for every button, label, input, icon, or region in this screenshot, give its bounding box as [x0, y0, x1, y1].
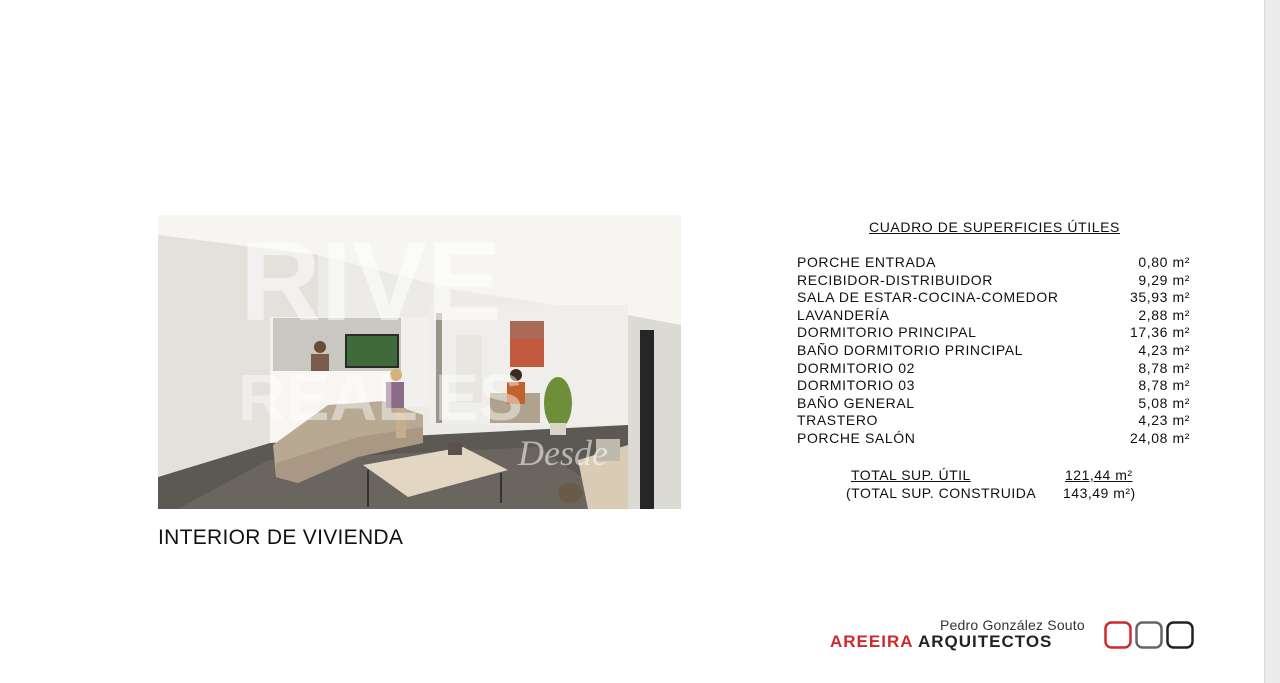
table-row	[797, 307, 1190, 325]
surface-table-title: CUADRO DE SUPERFICIES ÚTILES	[869, 219, 1120, 235]
total-useful-label: TOTAL SUP. ÚTIL	[851, 467, 971, 483]
total-built-label: (TOTAL SUP. CONSTRUIDA	[846, 485, 1037, 501]
total-built-row	[846, 484, 1146, 502]
row-label: BAÑO DORMITORIO PRINCIPAL	[797, 341, 1024, 358]
total-useful-row	[846, 466, 1146, 484]
row-value: 35,93 m²	[1129, 289, 1190, 306]
surface-totals	[846, 466, 1146, 502]
row-value: 4,23 m²	[1138, 412, 1190, 429]
surface-table	[797, 254, 1190, 448]
row-label: DORMITORIO 03	[797, 377, 916, 394]
row-label: DORMITORIO 02	[797, 359, 916, 376]
total-built-value: 143,49 m²)	[1063, 485, 1136, 501]
watermark-script: Desde	[518, 433, 608, 473]
row-value: 24,08 m²	[1129, 429, 1190, 446]
total-useful-value: 121,44 m²	[1065, 467, 1133, 483]
table-row	[797, 289, 1190, 307]
page-edge	[1264, 0, 1280, 683]
watermark-subtext: REAL ES	[238, 360, 523, 434]
row-label: BAÑO GENERAL	[797, 394, 915, 411]
row-label: RECIBIDOR-DISTRIBUIDOR	[797, 271, 993, 288]
logo-firm-dark: ARQUITECTOS	[917, 632, 1053, 651]
logo-firm-red: AREEIRA	[830, 632, 913, 651]
row-value: 8,78 m²	[1138, 377, 1190, 394]
table-row	[797, 377, 1190, 395]
logo-boxes-icon	[1104, 621, 1196, 654]
row-value: 4,23 m²	[1138, 341, 1190, 358]
table-row	[797, 430, 1190, 448]
row-label: PORCHE SALÓN	[797, 429, 916, 446]
table-row	[797, 360, 1190, 378]
render-caption: INTERIOR DE VIVIENDA	[158, 526, 404, 549]
table-row	[797, 412, 1190, 430]
row-label: TRASTERO	[797, 412, 879, 429]
row-value: 5,08 m²	[1138, 394, 1190, 411]
table-row	[797, 342, 1190, 360]
table-row	[797, 254, 1190, 272]
row-label: SALA DE ESTAR-COCINA-COMEDOR	[797, 289, 1059, 306]
row-value: 2,88 m²	[1138, 306, 1190, 323]
row-value: 8,78 m²	[1138, 359, 1190, 376]
logo-person-name: Pedro González Souto	[940, 617, 1085, 633]
row-value: 17,36 m²	[1129, 324, 1190, 341]
interior-render-image	[158, 215, 681, 509]
row-label: PORCHE ENTRADA	[797, 254, 937, 270]
row-label: LAVANDERÍA	[797, 306, 890, 323]
row-value: 9,29 m²	[1138, 271, 1190, 288]
watermark-text: RIVE	[240, 219, 502, 344]
table-row	[797, 272, 1190, 290]
logo-firm-name	[830, 632, 1052, 652]
row-label: DORMITORIO PRINCIPAL	[797, 324, 977, 341]
table-row	[797, 324, 1190, 342]
row-value: 0,80 m²	[1138, 254, 1190, 270]
table-row	[797, 395, 1190, 413]
